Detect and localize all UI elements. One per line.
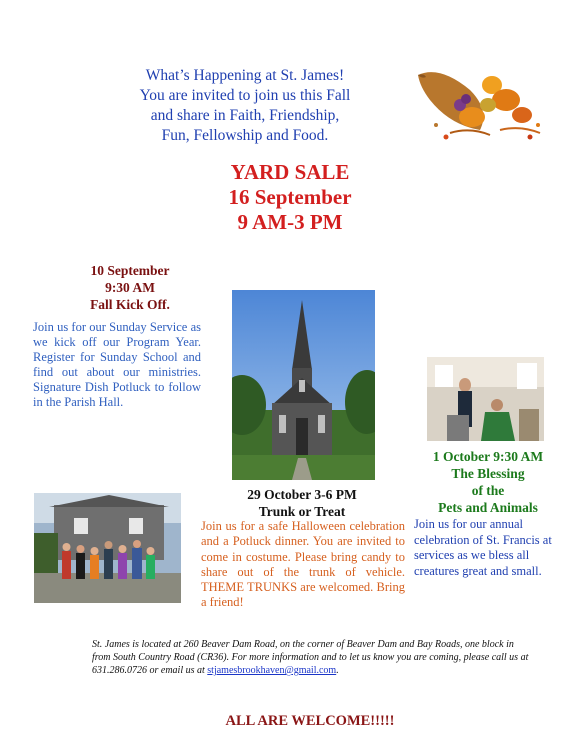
yard-sale-heading bbox=[190, 160, 390, 235]
church-photo bbox=[232, 290, 375, 480]
intro-line: What’s Happening at St. James! bbox=[145, 67, 345, 84]
intro-line: Fun, Fellowship and Food. bbox=[161, 127, 329, 144]
cornucopia-image bbox=[410, 55, 550, 145]
location-contact-info bbox=[92, 638, 532, 677]
intro-line: You are invited to join us this Fall bbox=[139, 87, 351, 104]
kickoff-line: Fall Kick Off. bbox=[90, 297, 170, 312]
blessing-photo bbox=[427, 357, 544, 441]
blessing-description: Join us for our annual celebration of St. Francis at services as we bless all creatures great and small. bbox=[414, 517, 552, 578]
trunk-or-treat-description: Join us for a safe Halloween celebration and a Potluck dinner. You are invited to come in costume. Please bring candy to share out of the trunk of vehicle. THEME TRUNKS are welcomed. Bring a friend! bbox=[201, 519, 405, 610]
blessing-line: The Blessing bbox=[451, 466, 525, 481]
trunk-line: 29 October 3-6 PM bbox=[247, 487, 357, 502]
blessing-heading bbox=[418, 448, 558, 516]
yard-sale-line: YARD SALE bbox=[230, 160, 350, 184]
kickoff-line: 9:30 AM bbox=[105, 280, 155, 295]
yard-sale-line: 9 AM-3 PM bbox=[237, 210, 343, 234]
welcome-banner: ALL ARE WELCOME!!!!! bbox=[225, 713, 395, 729]
trunk-line: Trunk or Treat bbox=[258, 504, 346, 519]
yard-sale-line: 16 September bbox=[228, 185, 352, 209]
kickoff-description: Join us for our Sunday Service as we kick off our Program Year. Register for Sunday School and find out about our ministries. Signature Dish Potluck to follow in the Parish Hall. bbox=[33, 320, 201, 409]
intro-line: and share in Faith, Friendship, bbox=[150, 107, 340, 124]
kickoff-line: 10 September bbox=[90, 263, 170, 278]
trunk-or-treat-photo bbox=[34, 493, 181, 603]
email-link[interactable]: stjamesbrookhaven@gmail.com bbox=[207, 665, 337, 676]
footer-text: St. James is located at 260 Beaver Dam Road, on the corner of Beaver Dam and Bay Roads, one block in from South Country Road (CR36). For more information and to let us know you are coming, please call us at 631.286.0726 or email us at bbox=[92, 639, 529, 676]
blessing-line: of the bbox=[471, 483, 505, 498]
blessing-line: 1 October 9:30 AM bbox=[432, 449, 544, 464]
trunk-or-treat-heading bbox=[212, 486, 392, 520]
intro-text bbox=[95, 66, 395, 146]
footer-end: . bbox=[336, 665, 339, 676]
kickoff-heading bbox=[60, 262, 200, 313]
blessing-line: Pets and Animals bbox=[438, 500, 538, 515]
